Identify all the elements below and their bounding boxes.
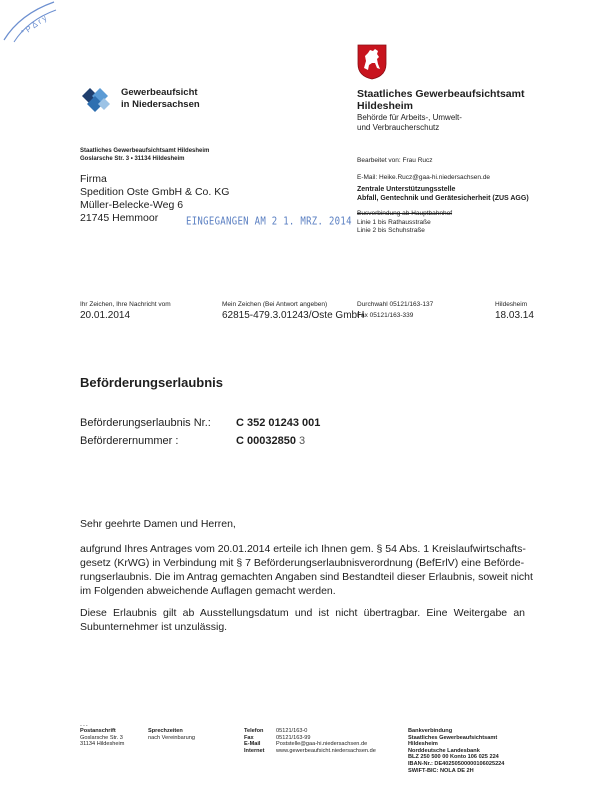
- footer-bank-line-3: Norddeutsche Landesbank: [408, 747, 480, 754]
- document-title: Beförderungserlaubnis: [80, 375, 224, 390]
- permit-number-value: C 352 01243 001: [236, 417, 321, 429]
- bus-line-1: Linie 1 bis Rathausstraße: [357, 218, 431, 226]
- footer-phone-key: Telefon: [244, 728, 264, 734]
- footer-bank-head: Bankverbindung: [408, 728, 453, 734]
- footer-bank-line-2: Hildesheim: [408, 741, 438, 748]
- salutation: Sehr geehrte Damen und Herren,: [80, 518, 236, 530]
- carrier-number-value: C 00032850: [236, 435, 296, 447]
- authority-name: [357, 88, 524, 112]
- unit-line-2: Abfall, Gentechnik und Gerätesicherheit (ZUS AGG): [357, 195, 529, 202]
- sender-line-1: Staatliches Gewerbeaufsichtsamt Hildesheim: [80, 148, 210, 154]
- footer-hours: [148, 728, 195, 741]
- recipient-line-1: Firma: [80, 173, 107, 185]
- svg-text:° P ∆ r y: ° P ∆ r y: [19, 13, 49, 38]
- footer-bank-line-5: IBAN-Nr.: DE40250500000106025224: [408, 760, 505, 767]
- my-ref-label: Mein Zeichen (Bei Antwort angeben): [222, 301, 328, 308]
- footer-bank: [408, 728, 504, 774]
- footer-dots: ...: [80, 721, 89, 728]
- footer-hours-head: Sprechzeiten: [148, 728, 183, 734]
- received-date-stamp: EINGEGANGEN AM 2 1. MRZ. 2014: [186, 216, 352, 228]
- footer-postal-line-2: 31134 Hildesheim: [80, 741, 125, 748]
- lower-saxony-crest-icon: [357, 44, 387, 80]
- footer-contact: [244, 728, 376, 754]
- footer-email-key: E-Mail: [244, 741, 261, 748]
- corner-stamp: [0, 0, 58, 44]
- footer-bank-line-6: SWIFT-BIC: NOLA DE 2H: [408, 767, 474, 774]
- unit-line-1: Zentrale Unterstützungsstelle: [357, 186, 456, 193]
- authority-name-line-2: Hildesheim: [357, 100, 414, 112]
- contact-block: [357, 157, 529, 236]
- paragraph-2: Diese Erlaubnis gilt ab Ausstellungsdatum und ist nicht übertragbar. Eine Weitergabe an Subunternehmer ist unzulässig.: [80, 607, 525, 633]
- bus-line-2: Linie 2 bis Schuhstraße: [357, 227, 425, 234]
- authority-dept-line-1: Behörde für Arbeits-, Umwelt-: [357, 113, 462, 122]
- authority-dept-line-2: und Verbraucherschutz: [357, 123, 440, 132]
- footer-fax-value: 05121/163-99: [276, 734, 311, 741]
- carrier-number-extra: 3: [298, 435, 306, 447]
- your-ref-value: 20.01.2014: [80, 310, 131, 321]
- paragraph-1: [80, 542, 533, 598]
- footer-phone-value: 05121/163-0: [276, 728, 308, 734]
- logo-text: [121, 87, 200, 110]
- footer-email-value[interactable]: Poststelle@gaa-hi.niedersachsen.de: [276, 741, 368, 748]
- fax-number: Fax 05121/163-339: [357, 312, 414, 319]
- footer-web-key: Internet: [244, 747, 265, 754]
- footer-bank-line-1: Staatliches Gewerbeaufsichtsamt: [408, 734, 498, 741]
- authority-block: [357, 88, 524, 133]
- footer-bank-line-4: BLZ 250 500 00 Konto 106 025 224: [408, 754, 499, 761]
- your-ref-label: Ihr Zeichen, Ihre Nachricht vom: [80, 301, 171, 308]
- paragraph-1-line-3: rungserlaubnis. Die im Antrag gemachten Angaben sind Bestandteil dieser Erlaubnis, soweit nicht: [80, 571, 533, 583]
- carrier-number-label: Beförderernummer :: [80, 435, 179, 447]
- paragraph-1-line-2: gesetz (KrWG) in Verbindung mit § 7 Beförderungserlaubnisverordnung (BefErlV) eine Beförde-: [80, 557, 525, 569]
- my-ref-value: 62815-479.3.01243/Oste GmbH: [222, 310, 365, 321]
- paragraph-1-line-1: aufgrund Ihres Antrages vom 20.01.2014 erteile ich Ihnen gem. § 54 Abs. 1 Kreislaufwirtschafts-: [80, 543, 526, 555]
- footer-postal-line-1: Goslarsche Str. 3: [80, 734, 123, 741]
- processed-by: Bearbeitet von: Frau Rucz: [357, 157, 433, 164]
- sender-line-2: Goslarsche Str. 3 • 31134 Hildesheim: [80, 156, 185, 162]
- sender-return-address: [80, 147, 209, 163]
- gewerbeaufsicht-logo-icon: [80, 82, 114, 112]
- footer-postal: [80, 728, 124, 748]
- bus-heading: Busverbindung ab Hauptbahnhof: [357, 210, 453, 217]
- footer-postal-head: Postanschrift: [80, 728, 116, 734]
- logo-line-1: Gewerbeaufsicht: [121, 87, 198, 98]
- recipient-line-4: 21745 Hemmoor: [80, 212, 159, 224]
- authority-department: [357, 113, 524, 133]
- phone-extension: Durchwahl 05121/163-137: [357, 301, 434, 308]
- logo-line-2: in Niedersachsen: [121, 98, 200, 110]
- recipient-line-3: Müller-Belecke-Weg 6: [80, 199, 184, 211]
- paragraph-1-line-4: im Folgenden abweichende Auflagen gemacht werden.: [80, 585, 336, 597]
- footer-fax-key: Fax: [244, 734, 254, 741]
- recipient-line-2: Spedition Oste GmbH & Co. KG: [80, 186, 230, 198]
- permit-number-label: Beförderungserlaubnis Nr.:: [80, 417, 211, 429]
- footer-web-value[interactable]: www.gewerbeaufsicht.niedersachsen.de: [276, 747, 376, 754]
- footer-hours-line-1: nach Vereinbarung: [148, 734, 195, 741]
- letter-date: 18.03.14: [495, 310, 534, 321]
- contact-email: E-Mail: Heike.Rucz@gaa-hi.niedersachsen.de: [357, 173, 491, 181]
- carrier-number-value-wrap: [236, 432, 305, 450]
- authority-name-line-1: Staatliches Gewerbeaufsichtsamt: [357, 88, 525, 100]
- place-label: Hildesheim: [495, 301, 528, 308]
